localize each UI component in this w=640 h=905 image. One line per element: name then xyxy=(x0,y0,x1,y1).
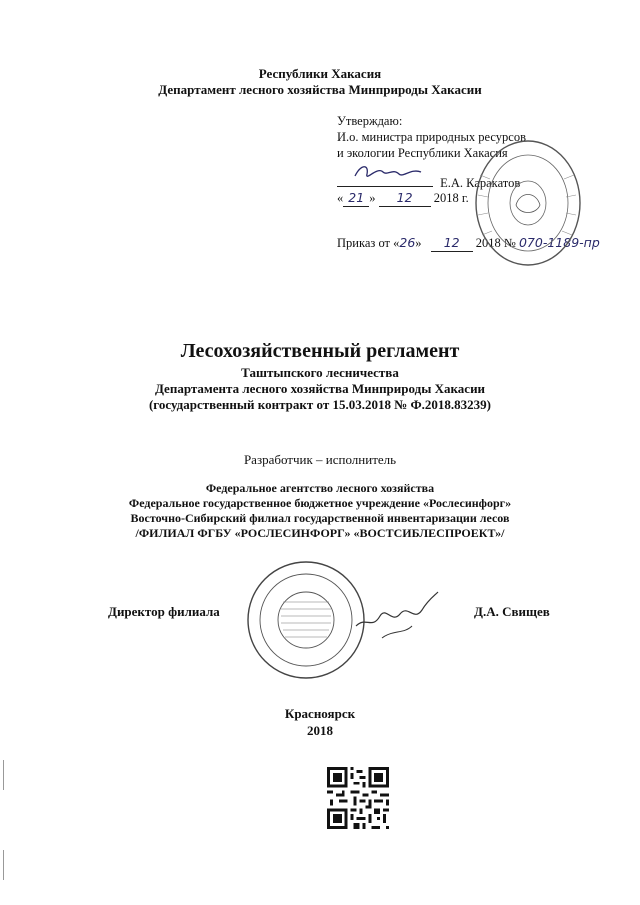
header xyxy=(0,66,640,98)
developer-orgs xyxy=(0,481,640,541)
footer-year: 2018 xyxy=(307,723,333,738)
qr-code xyxy=(327,767,389,829)
title-line1: Таштыпского лесничества xyxy=(241,365,399,380)
order-day: 26 xyxy=(399,235,416,250)
title-line3: (государственный контракт от 15.03.2018 № Ф.2018.83239) xyxy=(148,397,492,412)
org-line2: Федеральное государственное бюджетное учреждение «Рослесинфорг» xyxy=(128,496,512,510)
title-line2: Департамента лесного хозяйства Минприроды Хакасии xyxy=(154,381,486,396)
order-year: 2018 xyxy=(475,236,501,250)
date-year: 2018 г. xyxy=(433,191,469,205)
date-day: 21 xyxy=(343,190,369,207)
order-label: Приказ от « xyxy=(337,236,400,250)
signer-name: Е.А. Каракатов xyxy=(440,176,521,190)
branch-stamp-seal xyxy=(243,557,369,683)
scan-margin-mark xyxy=(3,760,4,790)
date-month: 12 xyxy=(379,190,431,207)
signature-blank xyxy=(337,172,433,187)
approval-date xyxy=(337,190,469,207)
order-number: 070-1189-пр xyxy=(518,235,600,250)
document-title: Лесохозяйственный регламент xyxy=(180,340,460,362)
order-close-quote: » xyxy=(415,236,422,250)
footer xyxy=(0,705,640,739)
director-label: Директор филиала xyxy=(108,604,220,619)
handwritten-signature xyxy=(347,162,443,184)
approver-position-line2: и экологии Республики Хакасия xyxy=(337,146,508,160)
order-number-label: № xyxy=(503,236,516,250)
director-signature xyxy=(352,586,442,646)
org-line4: /ФИЛИАЛ ФГБУ «РОСЛЕСИНФОРГ» «ВОСТСИБЛЕСПРОЕКТ»/ xyxy=(135,526,505,540)
approver-position-line1: И.о. министра природных ресурсов xyxy=(337,130,527,144)
official-stamp-seal xyxy=(470,135,586,271)
date-close-quote: » xyxy=(369,191,376,205)
footer-city: Красноярск xyxy=(284,706,356,721)
header-line2: Департамент лесного хозяйства Минприроды Хакасии xyxy=(158,82,482,97)
developer-label: Разработчик – исполнитель xyxy=(243,452,397,467)
title-block xyxy=(0,340,640,413)
scan-margin-mark xyxy=(3,850,4,880)
approve-label: Утверждаю: xyxy=(337,114,403,128)
order-month: 12 xyxy=(431,235,473,252)
qr-code-graphic xyxy=(327,767,389,829)
director-name: Д.А. Свищев xyxy=(474,604,550,619)
org-line3: Восточно-Сибирский филиал государственной инвентаризации лесов xyxy=(130,511,510,525)
org-line1: Федеральное агентство лесного хозяйства xyxy=(205,481,435,495)
header-line1: Республики Хакасия xyxy=(258,66,382,81)
date-open-quote: « xyxy=(337,191,344,205)
